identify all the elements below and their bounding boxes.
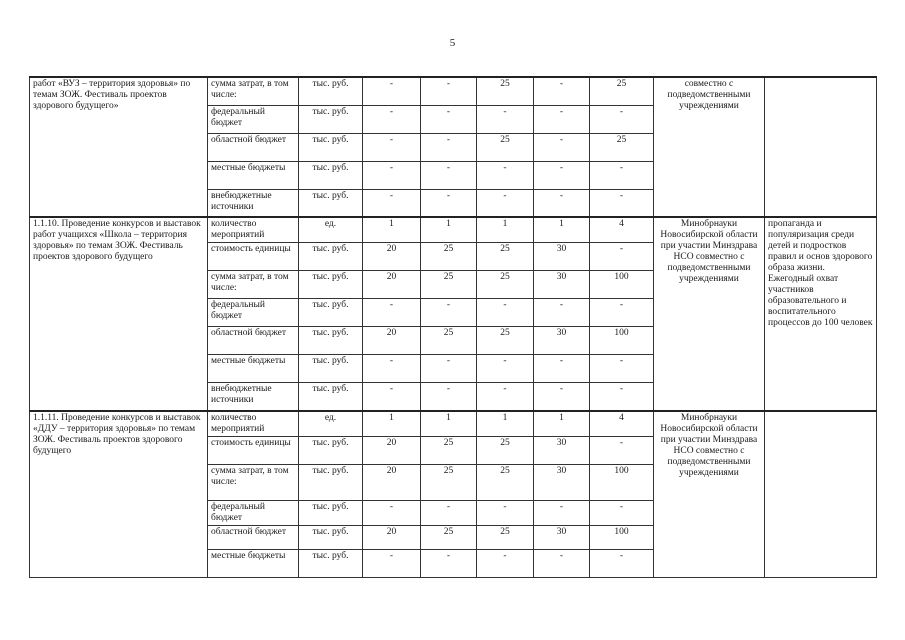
unit-cell: тыс. руб. bbox=[299, 77, 363, 105]
unit-cell: тыс. руб. bbox=[299, 133, 363, 161]
value-cell: - bbox=[590, 383, 654, 411]
value-cell: 25 bbox=[477, 77, 534, 105]
value-cell: 25 bbox=[477, 133, 534, 161]
value-cell: - bbox=[421, 133, 477, 161]
value-cell: - bbox=[534, 161, 590, 189]
value-cell: - bbox=[363, 383, 421, 411]
value-cell: - bbox=[421, 355, 477, 383]
value-cell: 25 bbox=[477, 464, 534, 500]
value-cell: 30 bbox=[534, 271, 590, 299]
executor-cell: Минобрнауки Новосибирской области при участии Минздрава НСО совместно с подведомственными учреждениями bbox=[654, 411, 765, 578]
indicator-cell: сумма затрат, в том числе: bbox=[208, 77, 299, 105]
indicator-cell: областной бюджет bbox=[208, 133, 299, 161]
value-cell: 30 bbox=[534, 327, 590, 355]
value-cell: 1 bbox=[421, 411, 477, 437]
unit-cell: тыс. руб. bbox=[299, 105, 363, 133]
value-cell: 20 bbox=[363, 327, 421, 355]
executor-cell: Минобрнауки Новосибирской области при участии Минздрава НСО совместно с подведомственными учреждениями bbox=[654, 217, 765, 411]
unit-cell: тыс. руб. bbox=[299, 243, 363, 271]
value-cell: 25 bbox=[421, 464, 477, 500]
value-cell: - bbox=[590, 161, 654, 189]
value-cell: - bbox=[363, 355, 421, 383]
measure-cell: 1.1.10. Проведение конкурсов и выставок работ учащихся «Школа – территория здоровья» по темам ЗОЖ. Фестиваль проектов здорового будущего bbox=[30, 217, 208, 411]
value-cell: - bbox=[477, 161, 534, 189]
value-cell: 1 bbox=[477, 411, 534, 437]
value-cell: 20 bbox=[363, 243, 421, 271]
value-cell: - bbox=[421, 500, 477, 525]
value-cell: - bbox=[534, 133, 590, 161]
value-cell: 1 bbox=[363, 411, 421, 437]
value-cell: 100 bbox=[590, 327, 654, 355]
unit-cell: ед. bbox=[299, 217, 363, 243]
value-cell: 20 bbox=[363, 525, 421, 549]
value-cell: - bbox=[590, 500, 654, 525]
value-cell: - bbox=[590, 299, 654, 327]
program-table bbox=[29, 76, 877, 578]
value-cell: 1 bbox=[477, 217, 534, 243]
value-cell: - bbox=[421, 383, 477, 411]
value-cell: - bbox=[477, 105, 534, 133]
value-cell: - bbox=[534, 299, 590, 327]
unit-cell: тыс. руб. bbox=[299, 161, 363, 189]
value-cell: - bbox=[534, 549, 590, 577]
indicator-cell: областной бюджет bbox=[208, 525, 299, 549]
value-cell: - bbox=[363, 161, 421, 189]
result-cell bbox=[765, 77, 877, 217]
value-cell: 30 bbox=[534, 525, 590, 549]
value-cell: - bbox=[477, 355, 534, 383]
value-cell: 4 bbox=[590, 411, 654, 437]
value-cell: 1 bbox=[363, 217, 421, 243]
value-cell: - bbox=[421, 549, 477, 577]
value-cell: 4 bbox=[590, 217, 654, 243]
indicator-cell: сумма затрат, в том числе: bbox=[208, 271, 299, 299]
indicator-cell: сумма затрат, в том числе: bbox=[208, 464, 299, 500]
value-cell: 25 bbox=[477, 243, 534, 271]
value-cell: - bbox=[363, 500, 421, 525]
value-cell: - bbox=[534, 105, 590, 133]
indicator-cell: количество мероприятий bbox=[208, 411, 299, 437]
value-cell: 30 bbox=[534, 464, 590, 500]
unit-cell: тыс. руб. bbox=[299, 436, 363, 464]
value-cell: 25 bbox=[421, 525, 477, 549]
indicator-cell: местные бюджеты bbox=[208, 161, 299, 189]
value-cell: - bbox=[477, 383, 534, 411]
value-cell: - bbox=[534, 383, 590, 411]
value-cell: - bbox=[590, 105, 654, 133]
unit-cell: тыс. руб. bbox=[299, 500, 363, 525]
unit-cell: тыс. руб. bbox=[299, 355, 363, 383]
value-cell: 1 bbox=[534, 217, 590, 243]
value-cell: 20 bbox=[363, 271, 421, 299]
value-cell: - bbox=[477, 500, 534, 525]
unit-cell: тыс. руб. bbox=[299, 525, 363, 549]
value-cell: 100 bbox=[590, 271, 654, 299]
measure-cell: 1.1.11. Проведение конкурсов и выставок «ДДУ – территория здоровья» по темам ЗОЖ. Фестиваль проектов здорового будущего bbox=[30, 411, 208, 578]
value-cell: - bbox=[590, 436, 654, 464]
indicator-cell: стоимость единицы bbox=[208, 243, 299, 271]
unit-cell: тыс. руб. bbox=[299, 549, 363, 577]
table-row bbox=[30, 77, 877, 105]
value-cell: - bbox=[421, 77, 477, 105]
value-cell: 100 bbox=[590, 464, 654, 500]
value-cell: - bbox=[590, 189, 654, 217]
indicator-cell: федеральный бюджет bbox=[208, 299, 299, 327]
value-cell: 20 bbox=[363, 464, 421, 500]
value-cell: 100 bbox=[590, 525, 654, 549]
unit-cell: тыс. руб. bbox=[299, 327, 363, 355]
indicator-cell: федеральный бюджет bbox=[208, 105, 299, 133]
value-cell: 30 bbox=[534, 243, 590, 271]
value-cell: 1 bbox=[534, 411, 590, 437]
unit-cell: тыс. руб. bbox=[299, 299, 363, 327]
value-cell: - bbox=[363, 189, 421, 217]
value-cell: 1 bbox=[421, 217, 477, 243]
value-cell: - bbox=[477, 549, 534, 577]
unit-cell: тыс. руб. bbox=[299, 189, 363, 217]
unit-cell: тыс. руб. bbox=[299, 464, 363, 500]
value-cell: - bbox=[363, 299, 421, 327]
value-cell: - bbox=[534, 500, 590, 525]
value-cell: 25 bbox=[421, 436, 477, 464]
executor-cell: совместно с подведомственными учреждениями bbox=[654, 77, 765, 217]
value-cell: - bbox=[477, 299, 534, 327]
value-cell: 25 bbox=[477, 327, 534, 355]
indicator-cell: местные бюджеты bbox=[208, 355, 299, 383]
indicator-cell: стоимость единицы bbox=[208, 436, 299, 464]
value-cell: - bbox=[590, 549, 654, 577]
value-cell: 25 bbox=[477, 525, 534, 549]
value-cell: 25 bbox=[590, 133, 654, 161]
indicator-cell: местные бюджеты bbox=[208, 549, 299, 577]
value-cell: - bbox=[363, 133, 421, 161]
unit-cell: ед. bbox=[299, 411, 363, 437]
value-cell: - bbox=[421, 299, 477, 327]
table-row bbox=[30, 411, 877, 437]
indicator-cell: внебюджетные источники bbox=[208, 189, 299, 217]
value-cell: - bbox=[590, 355, 654, 383]
value-cell: - bbox=[421, 189, 477, 217]
value-cell: - bbox=[534, 77, 590, 105]
value-cell: 25 bbox=[421, 327, 477, 355]
value-cell: - bbox=[421, 105, 477, 133]
value-cell: 30 bbox=[534, 436, 590, 464]
result-cell: пропаганда и популяризация среди детей и подростков правил и основ здорового образа жизни. Ежегодный охват участников образовательного и воспитательного процессов до 100 человек bbox=[765, 217, 877, 411]
indicator-cell: федеральный бюджет bbox=[208, 500, 299, 525]
value-cell: - bbox=[363, 549, 421, 577]
value-cell: - bbox=[590, 243, 654, 271]
table-row bbox=[30, 217, 877, 243]
indicator-cell: количество мероприятий bbox=[208, 217, 299, 243]
value-cell: 25 bbox=[421, 271, 477, 299]
page-number: 5 bbox=[449, 37, 456, 49]
value-cell: 20 bbox=[363, 436, 421, 464]
result-cell bbox=[765, 411, 877, 578]
unit-cell: тыс. руб. bbox=[299, 383, 363, 411]
value-cell: 25 bbox=[421, 243, 477, 271]
value-cell: 25 bbox=[590, 77, 654, 105]
unit-cell: тыс. руб. bbox=[299, 271, 363, 299]
value-cell: - bbox=[477, 189, 534, 217]
value-cell: - bbox=[363, 105, 421, 133]
value-cell: - bbox=[421, 161, 477, 189]
value-cell: - bbox=[534, 189, 590, 217]
value-cell: 25 bbox=[477, 271, 534, 299]
value-cell: 25 bbox=[477, 436, 534, 464]
indicator-cell: внебюджетные источники bbox=[208, 383, 299, 411]
indicator-cell: областной бюджет bbox=[208, 327, 299, 355]
measure-cell: работ «ВУЗ – территория здоровья» по темам ЗОЖ. Фестиваль проектов здорового будущего» bbox=[30, 77, 208, 217]
value-cell: - bbox=[534, 355, 590, 383]
value-cell: - bbox=[363, 77, 421, 105]
